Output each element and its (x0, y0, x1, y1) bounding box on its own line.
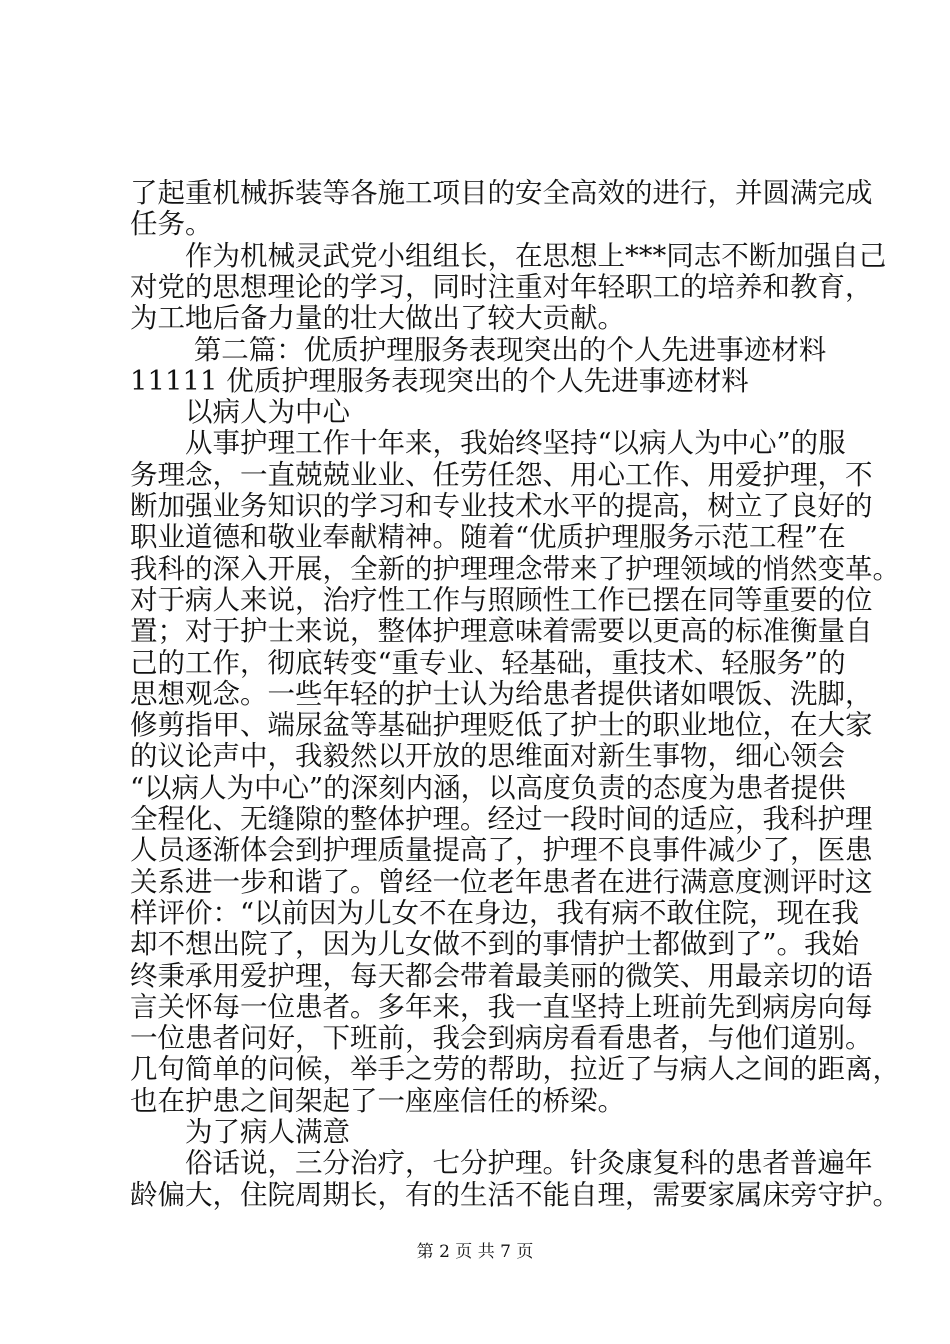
text-line: 任务。 (130, 208, 213, 241)
text-line: 关系进一步和谐了。曾经一位老年患者在进行满意度测评时这 (130, 865, 873, 898)
subheading: 以病人为中心 (130, 396, 350, 429)
text-line: 一位患者问好，下班前，我会到病房看看患者，与他们道别。 (130, 1022, 873, 1055)
text-line: 终秉承用爱护理，每天都会带着最美丽的微笑、用最亲切的语 (130, 959, 873, 992)
text-line: 龄偏大，住院周期长，有的生活不能自理，需要家属床旁守护。 (130, 1178, 900, 1211)
text-line: 俗话说，三分治疗，七分护理。针灸康复科的患者普遍年 (130, 1147, 873, 1180)
text-line: 从事护理工作十年来，我始终坚持“以病人为中心”的服 (130, 427, 846, 460)
text-line: 我科的深入开展，全新的护理理念带来了护理领域的悄然变革。 (130, 552, 900, 585)
text-line: 的议论声中，我毅然以开放的思维面对新生事物，细心领会 (130, 740, 845, 773)
text-line: 作为机械灵武党小组组长，在思想上***同志不断加强自己 (130, 239, 887, 272)
text-line: 也在护患之间架起了一座座信任的桥梁。 (130, 1084, 625, 1117)
page-number-footer: 第 2 页 共 7 页 (416, 1242, 534, 1262)
text-line: 断加强业务知识的学习和专业技术水平的提高，树立了良好的 (130, 490, 873, 522)
text-line: 却不想出院了，因为儿女做不到的事情护士都做到了”。我始 (130, 928, 860, 961)
text-line: 了起重机械拆装等各施工项目的安全高效的进行，并圆满完成 (130, 177, 873, 209)
text-line: 言关怀每一位患者。多年来，我一直坚持上班前先到病房向每 (130, 990, 873, 1023)
section-heading-continued: 11111 优质护理服务表现突出的个人先进事迹材料 (130, 364, 749, 397)
text-line: 全程化、无缝隙的整体护理。经过一段时间的适应，我科护理 (130, 803, 873, 835)
text-line: 思想观念。一些年轻的护士认为给患者提供诸如喂饭、洗脚， (130, 677, 873, 710)
text-line: 对党的思想理论的学习，同时注重对年轻职工的培养和教育， (130, 270, 873, 303)
text-line: 对于病人来说，治疗性工作与照顾性工作已摆在同等重要的位 (130, 583, 873, 616)
text-line: 几句简单的问候，举手之劳的帮助，拉近了与病人之间的距离， (130, 1053, 900, 1086)
text-line: 人员逐渐体会到护理质量提高了，护理不良事件减少了，医患 (130, 834, 873, 867)
subheading: 为了病人满意 (130, 1116, 350, 1148)
section-heading: 第二篇：优质护理服务表现突出的个人先进事迹材料 (130, 333, 827, 366)
text-line: 为工地后备力量的壮大做出了较大贡献。 (130, 302, 625, 335)
text-line: “以病人为中心”的深刻内涵，以高度负责的态度为患者提供 (130, 771, 846, 804)
text-line: 置；对于护士来说，整体护理意味着需要以更高的标准衡量自 (130, 615, 873, 648)
text-line: 己的工作，彻底转变“重专业、轻基础，重技术、轻服务”的 (130, 646, 846, 679)
text-line: 务理念，一直兢兢业业、任劳任怨、用心工作、用爱护理，不 (130, 458, 873, 491)
text-line: 职业道德和敬业奉献精神。随着“优质护理服务示范工程”在 (130, 521, 846, 554)
text-line: 修剪指甲、端尿盆等基础护理贬低了护士的职业地位，在大家 (130, 709, 873, 742)
text-line: 样评价：“以前因为儿女不在身边，我有病不敢住院，现在我 (130, 896, 860, 929)
